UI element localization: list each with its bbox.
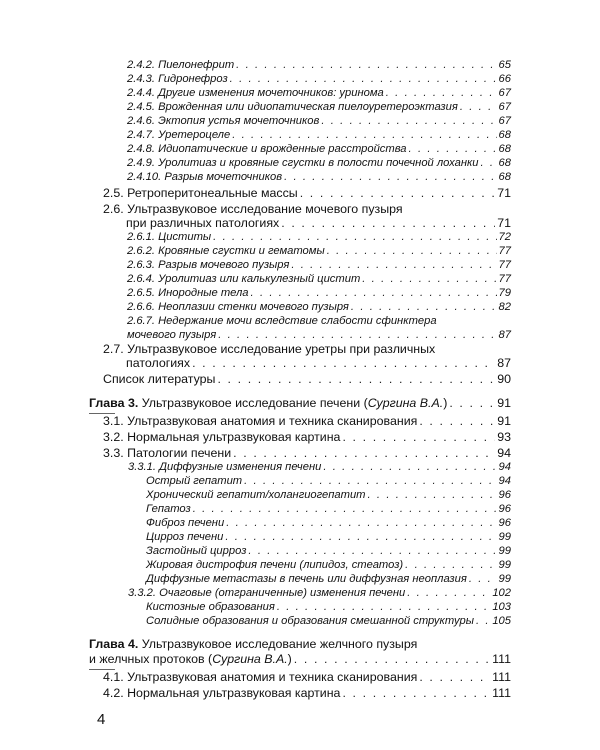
toc-entry[interactable] xyxy=(103,686,511,700)
toc-entry-title: Солидные образования и образования смешанной структуры xyxy=(146,615,475,627)
toc-entry-page: 105 xyxy=(492,615,511,627)
toc-entry-title: 2.4.4. Другие изменения мочеточников: уринома xyxy=(127,87,384,99)
toc-entry[interactable] xyxy=(127,59,511,71)
toc-entry-page: 71 xyxy=(497,216,511,230)
toc-entry[interactable] xyxy=(146,545,511,557)
toc-entry[interactable] xyxy=(103,414,511,428)
toc-entry[interactable] xyxy=(127,231,511,243)
toc-entry[interactable] xyxy=(127,143,511,155)
toc-entry[interactable] xyxy=(127,101,511,113)
toc-chapter-entry[interactable]: и желчных протоков ( Сургина В.А. ) . . . 111 xyxy=(89,652,511,666)
toc-entry[interactable] xyxy=(146,517,511,529)
toc-entry-title: 3.3. Патологии печени xyxy=(103,446,232,460)
toc-chapter-entry-line1[interactable] xyxy=(89,637,511,651)
toc-entry[interactable] xyxy=(127,245,511,257)
toc-entry-page: 90 xyxy=(497,372,511,386)
toc-entry-title: 2.6.3. Разрыв мочевого пузыря xyxy=(127,259,290,271)
toc-entry[interactable] xyxy=(127,129,511,141)
toc-entry[interactable] xyxy=(146,615,511,627)
page-number: 4 xyxy=(97,711,106,728)
toc-entry-page: 77 xyxy=(498,259,511,271)
toc-entry-title: 3.3.2. Очаговые (отграниченные) изменения печени xyxy=(128,587,406,599)
toc-entry-title: мочевого пузыря xyxy=(127,329,217,341)
toc-entry-title: Острый гепатит xyxy=(146,475,243,487)
toc-entry-title: 2.6.4. Уролитиаз или калькулезный цистит xyxy=(127,273,361,285)
toc-entry[interactable] xyxy=(146,601,511,613)
toc-entry-title: при различных патологиях xyxy=(126,216,280,230)
toc-entry-page: 99 xyxy=(498,573,511,585)
toc-entry[interactable] xyxy=(126,216,511,230)
toc-entry-page: 68 xyxy=(498,143,511,155)
toc-entry-title: Ультразвуковое исследование желчного пузыря xyxy=(141,637,418,651)
toc-entry-page: 94 xyxy=(498,475,511,487)
toc-entry-page: 72 xyxy=(498,231,511,243)
toc-entry-title: 2.6.1. Циститы xyxy=(127,231,212,243)
toc-entry-title: Фиброз печени xyxy=(146,517,225,529)
toc-entry[interactable] xyxy=(127,273,511,285)
toc-entry-title: Застойный цирроз xyxy=(146,545,247,557)
toc-entry-page: 68 xyxy=(498,157,511,169)
toc-entry[interactable] xyxy=(128,461,511,473)
toc-entry-title: 2.5. Ретроперитонеальные массы xyxy=(103,186,298,200)
toc-entry-page: 99 xyxy=(498,545,511,557)
toc-entry-title: 2.4.5. Врожденная или идиопатическая пиелоуретероэктазия xyxy=(127,101,458,113)
toc-entry[interactable] xyxy=(126,356,511,370)
toc-entry-page: 103 xyxy=(492,601,511,613)
toc-entry-page: 102 xyxy=(492,587,511,599)
toc-entry-page: 93 xyxy=(497,430,511,444)
toc-entry-title: 2.6.5. Инородные тела xyxy=(127,287,249,299)
toc-entry-page: 87 xyxy=(497,356,511,370)
toc-entry-page: 99 xyxy=(498,531,511,543)
toc-entry[interactable] xyxy=(127,115,511,127)
toc-entry-title: Хронический гепатит/холангиогепатит xyxy=(146,489,366,501)
toc-entry-title: 3.1. Ультразвуковая анатомия и техника сканирования xyxy=(103,414,418,428)
chapter-label: Глава 4. xyxy=(89,637,139,651)
toc-entry-page: 96 xyxy=(498,503,511,515)
toc-entry[interactable] xyxy=(127,259,511,271)
toc-entry-page: 67 xyxy=(498,87,511,99)
toc-entry-page: 68 xyxy=(498,171,511,183)
toc-entry-page: 91 xyxy=(497,396,511,410)
toc-entry-title: 2.7. Ультразвуковое исследование уретры при различных xyxy=(103,342,436,356)
toc-entry-title: 2.6.7. Недержание мочи вследствие слабости сфинктера xyxy=(127,315,437,327)
toc-entry-title: и желчных протоков ( xyxy=(89,652,213,666)
toc-entry-title: 2.4.8. Идиопатические и врожденные расстройства xyxy=(127,143,407,155)
toc-chapter-entry[interactable]: Глава 3. Ультразвуковое исследование печени ( Сургина В.А. ) . . . 91 xyxy=(89,396,511,410)
toc-entry-title: 2.4.7. Уретероцеле xyxy=(127,129,231,141)
toc-entry[interactable] xyxy=(127,287,511,299)
toc-entry-page: 99 xyxy=(498,559,511,571)
toc-entry-page: 82 xyxy=(498,301,511,313)
toc-entry-page: 111 xyxy=(492,670,511,684)
toc-entry-title: патологиях xyxy=(126,356,191,370)
toc-entry-title: Кистозные образования xyxy=(146,601,275,613)
toc-entry-page: 96 xyxy=(498,517,511,529)
toc-entry-title: 3.3.1. Диффузные изменения печени xyxy=(128,461,322,473)
toc-entry[interactable] xyxy=(103,186,511,200)
toc-entry-title: 2.6.6. Неоплазии стенки мочевого пузыря xyxy=(127,301,349,313)
author: Сургина В.А. xyxy=(212,652,288,666)
toc-entry-page: 67 xyxy=(498,101,511,113)
toc-entry-title: Список литературы xyxy=(103,372,216,386)
toc-entry-page: 77 xyxy=(498,245,511,257)
toc-entry-title: Цирроз печени xyxy=(146,531,224,543)
toc-entry[interactable] xyxy=(127,329,511,341)
toc-entry-title: Диффузные метастазы в печень или диффузная неоплазия xyxy=(146,573,467,585)
toc-entry-title: 2.4.3. Гидронефроз xyxy=(127,73,228,85)
toc-entry-title: Гепатоз xyxy=(146,503,191,515)
toc-entry-title: 2.4.2. Пиелонефрит xyxy=(127,59,235,71)
toc-entry-page: 68 xyxy=(498,129,511,141)
toc-entry-title: 2.4.9. Уролитиаз и кровяные сгустки в полости почечной лоханки xyxy=(127,157,479,169)
toc-entry-page: 65 xyxy=(498,59,511,71)
toc-entry[interactable] xyxy=(146,559,511,571)
toc-entry-line1[interactable] xyxy=(103,342,511,356)
toc-entry[interactable] xyxy=(127,301,511,313)
toc-entry-page: 79 xyxy=(498,287,511,299)
toc-entry[interactable] xyxy=(103,670,511,684)
toc-entry-line1[interactable] xyxy=(103,202,511,216)
toc-entry-page: 94 xyxy=(498,461,511,473)
toc-entry[interactable] xyxy=(103,372,511,386)
toc-entry[interactable] xyxy=(127,73,511,85)
toc-entry-page: 71 xyxy=(497,186,511,200)
toc-entry-page: 66 xyxy=(498,73,511,85)
toc-entry[interactable] xyxy=(127,171,511,183)
toc-entry-title: 3.2. Нормальная ультразвуковая картина xyxy=(103,430,341,444)
toc-entry-title: 4.1. Ультразвуковая анатомия и техника сканирования xyxy=(103,670,418,684)
toc-entry-page: 77 xyxy=(498,273,511,285)
toc-entry-title: Жировая дистрофия печени (липидоз, стеатоз) xyxy=(146,559,404,571)
toc-entry-page: 94 xyxy=(497,446,511,460)
toc-entry[interactable] xyxy=(146,489,511,501)
toc-entry-page: 87 xyxy=(498,329,511,341)
toc-entry-title: 4.2. Нормальная ультразвуковая картина xyxy=(103,686,341,700)
toc-entry-title: 2.6. Ультразвуковое исследование мочевого пузыря xyxy=(103,202,403,216)
toc-entry[interactable] xyxy=(127,157,511,169)
toc-entry-page: 111 xyxy=(492,686,511,700)
toc-entry-line1[interactable] xyxy=(127,315,511,327)
chapter-label: Глава 3. xyxy=(89,396,139,410)
toc-entry[interactable] xyxy=(146,573,511,585)
toc-entry[interactable] xyxy=(127,87,511,99)
toc-entry-title: 2.6.2. Кровяные сгустки и гематомы xyxy=(127,245,325,257)
toc-entry-page: 91 xyxy=(497,414,511,428)
toc-entry-title: Ультразвуковое исследование печени ( xyxy=(141,396,368,410)
toc-entry-title: 2.4.10. Разрыв мочеточников xyxy=(127,171,283,183)
toc-entry[interactable] xyxy=(103,446,511,460)
toc-entry[interactable] xyxy=(146,531,511,543)
toc-entry[interactable] xyxy=(128,587,511,599)
toc-entry-page: 96 xyxy=(498,489,511,501)
toc-entry[interactable] xyxy=(146,503,511,515)
toc-entry[interactable] xyxy=(146,475,511,487)
author: Сургина В.А. xyxy=(367,396,444,410)
toc-entry-page: 111 xyxy=(492,652,511,666)
toc-entry-page: 67 xyxy=(498,115,511,127)
toc-entry[interactable] xyxy=(103,430,511,444)
toc-entry-title: 2.4.6. Эктопия устья мочеточников xyxy=(127,115,320,127)
